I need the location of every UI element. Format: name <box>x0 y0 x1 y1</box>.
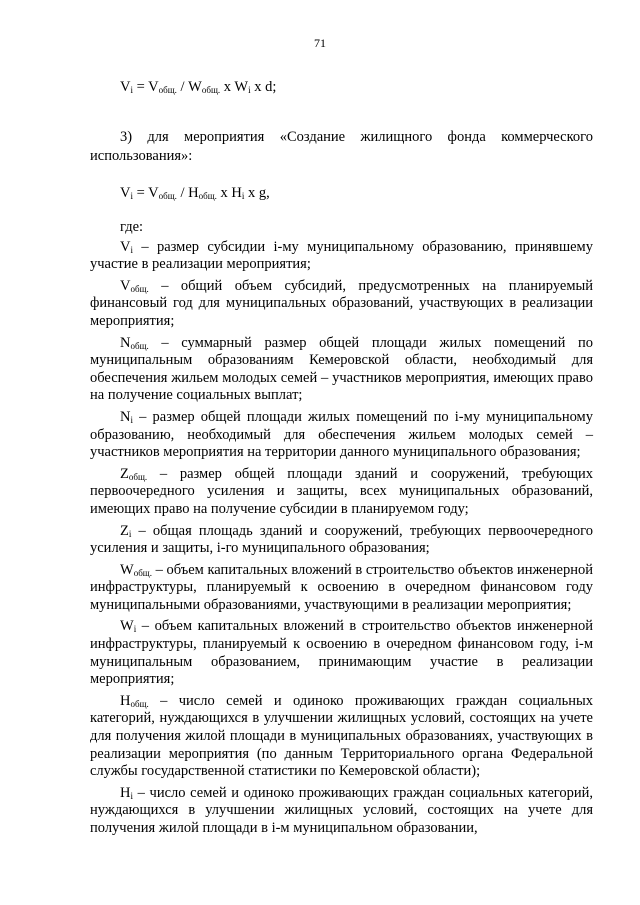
definition <box>90 278 593 331</box>
symbol: Z <box>120 522 129 539</box>
formula-part: x d; <box>250 79 277 95</box>
formula-part: x W <box>220 79 249 95</box>
symbol-subscript: i <box>130 790 133 801</box>
definition <box>90 562 593 615</box>
definition-text: – суммарный размер общей площади жилых помещений по муниципальным образованиям Кемеровской области, необходимый для обеспечения жильем молодых семей – участников мероприятия, имеющих право на получение социальных выплат; <box>90 334 593 404</box>
definition-text: – общий объем субсидий, предусмотренных на планируемый финансовый год для муниципальных образований, участвующих в реализации мероприятия; <box>90 277 593 329</box>
symbol-subscript: общ. <box>130 283 149 294</box>
symbol-subscript: общ. <box>130 698 149 709</box>
definition-text: – число семей и одиноко проживающих граждан социальных категорий, нуждающихся в улучшении жилищных условий, состоящих на учете для получения жилой площади в i-м муниципальном образовании, <box>90 784 593 836</box>
definition <box>90 239 593 274</box>
symbol: H <box>120 784 131 801</box>
formula-part: / H <box>176 185 199 201</box>
definition <box>90 785 593 838</box>
symbol: W <box>120 618 134 635</box>
symbol: W <box>120 561 134 578</box>
symbol: V <box>120 238 131 255</box>
formula-subscript: общ. <box>198 191 217 201</box>
page-number: 71 <box>314 36 326 50</box>
symbol-subscript: i <box>133 624 137 635</box>
definition-text: – размер субсидии i-му муниципальному образованию, принявшему участие в реализации мероприятия; <box>90 238 593 273</box>
definition-text: – число семей и одиноко проживающих граждан социальных категорий, нуждающихся в улучшении жилищных условий, состоящих на учете для получения жилой площади в муниципальных образованиях, участвующих в реализации мероприятия (по данным Территориального органа Федеральной службы государственной статистики по Кемеровской области); <box>90 692 593 780</box>
definition-text: – общая площадь зданий и сооружений, требующих первоочередного усиления и защиты, i-го муниципального образования; <box>90 522 593 557</box>
where-label: где: <box>120 219 144 235</box>
definition <box>90 618 593 688</box>
definition <box>90 335 593 405</box>
definition <box>90 523 593 558</box>
definition <box>90 693 593 781</box>
definition-text: – размер общей площади жилых помещений по i-му муниципальному образованию, необходимый для обеспечения жильем молодых семей – участников мероприятия на территории данного муниципального образования; <box>90 408 593 461</box>
formula-2 <box>120 185 270 202</box>
symbol-subscript: i <box>130 414 133 425</box>
symbol: H <box>120 692 131 709</box>
formula-part: x g, <box>244 185 270 201</box>
formula-part: x H <box>216 185 242 201</box>
symbol-subscript: общ. <box>130 340 149 351</box>
symbol-subscript: i <box>130 244 133 255</box>
definition-text: – размер общей площади зданий и сооружений, требующих первоочередного усиления и защиты, всех муниципальных образований, имеющих право на получение субсидии в планируемом году; <box>90 465 593 517</box>
definition-text: – объем капитальных вложений в строительство объектов инженерной инфраструктуры, планируемый к освоению в очередном финансовом году муниципальными образованиями, участвующими в реализации мероприятия; <box>90 561 593 613</box>
formula-subscript: общ. <box>158 191 177 201</box>
formula-subscript: i <box>130 85 133 95</box>
definition <box>90 409 593 462</box>
formula-part: = V <box>133 79 159 95</box>
formula-subscript: общ. <box>158 85 177 95</box>
list-item-3: 3) для мероприятия «Создание жилищного фонда коммерческого использования»: <box>90 129 593 164</box>
symbol: Z <box>120 465 129 482</box>
formula-subscript: i <box>130 191 133 201</box>
formula-part: = V <box>133 185 159 201</box>
symbol-subscript: i <box>128 528 132 539</box>
symbol: N <box>120 408 131 425</box>
formula-part: V <box>120 185 131 201</box>
formula-part: / W <box>176 79 202 95</box>
formula-1 <box>120 79 276 96</box>
formula-subscript: i <box>241 191 245 201</box>
formula-part: V <box>120 79 131 95</box>
definition-text: – объем капитальных вложений в строительство объектов инженерной инфраструктуры, планируемый к освоению в очередном финансовом году, i-м муниципальным образованием, принимающим участие в реализации мероприятия; <box>90 618 593 688</box>
definition <box>90 466 593 519</box>
definitions <box>90 219 593 842</box>
symbol: V <box>120 277 131 294</box>
symbol-subscript: общ. <box>133 567 152 578</box>
symbol: N <box>120 334 131 351</box>
formula-subscript: i <box>248 85 251 95</box>
symbol-subscript: общ. <box>128 471 148 482</box>
formula-subscript: общ. <box>201 85 221 95</box>
